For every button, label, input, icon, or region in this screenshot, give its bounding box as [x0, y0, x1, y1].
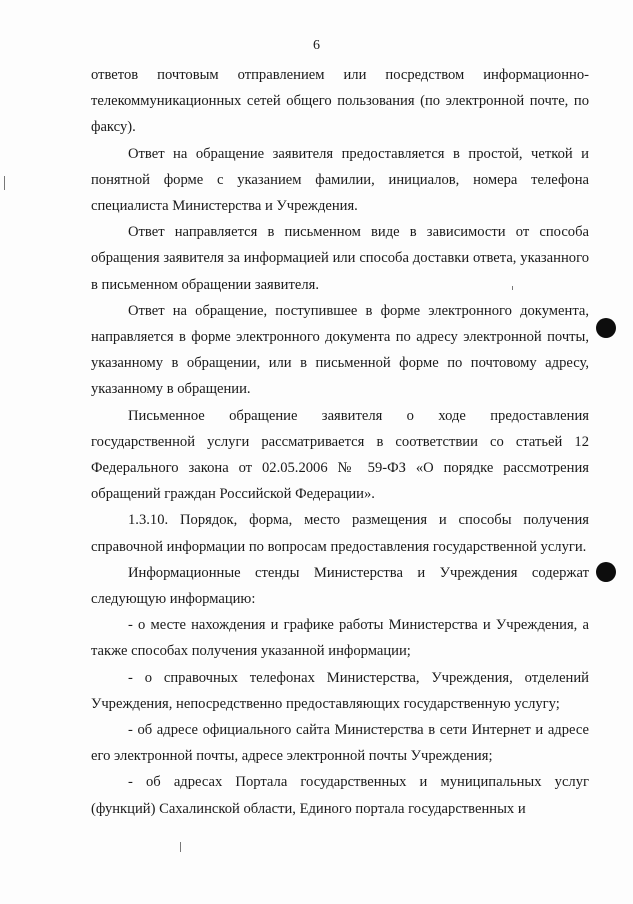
scan-mark [4, 176, 5, 190]
paragraph-2: Ответ на обращение заявителя предоставляется в простой, четкой и понятной форме с указанием фамилии, инициалов, номера телефона специалиста Министерства и Учреждения. [91, 145, 589, 215]
document-body [91, 62, 589, 822]
page-number: 6 [313, 38, 320, 53]
list-item-2: - о справочных телефонах Министерства, Учреждения, отделений Учреждения, непосредственно предоставляющих государственную услугу; [91, 669, 589, 712]
paragraph-3: Ответ направляется в письменном виде в зависимости от способа обращения заявителя за информацией или способа доставки ответа, указанного в письменном обращении заявителя. [91, 224, 589, 293]
paragraph-6: 1.3.10. Порядок, форма, место размещения и способы получения справочной информации по вопросам предоставления государственной услуги. [91, 512, 589, 555]
punch-hole-bottom [596, 562, 616, 582]
scan-speck-bottom [180, 842, 181, 852]
paragraph-5: Письменное обращение заявителя о ходе предоставления государственной услуги рассматривается в соответствии со статьей 12 Федерального закона от 02.05.2006 № 59-ФЗ «О порядке рассмотрения обращений граждан Российской Федерации». [91, 407, 589, 503]
paragraph-1: ответов почтовым отправлением или посредством информационно-телекоммуникационных сетей общего пользования (по электронной почте, по факсу). [91, 67, 589, 136]
list-item-1: - о месте нахождения и графике работы Министерства и Учреждения, а также способах получения указанной информации; [91, 617, 589, 660]
paragraph-7: Информационные стенды Министерства и Учреждения содержат следующую информацию: [91, 564, 589, 608]
scan-speck [512, 286, 513, 290]
punch-hole-top [596, 318, 616, 338]
list-item-4: - об адресах Портала государственных и муниципальных услуг (функций) Сахалинской области, Единого портала государственных и [91, 774, 589, 817]
list-item-3: - об адресе официального сайта Министерства в сети Интернет и адресе его электронной почты, адресе электронной почты Учреждения; [91, 722, 589, 765]
paragraph-4: Ответ на обращение, поступившее в форме электронного документа, направляется в форме электронного документа по адресу электронной почты, указанному в обращении, или в письменной форме по почтовому адресу, указанному в обращении. [91, 302, 589, 398]
